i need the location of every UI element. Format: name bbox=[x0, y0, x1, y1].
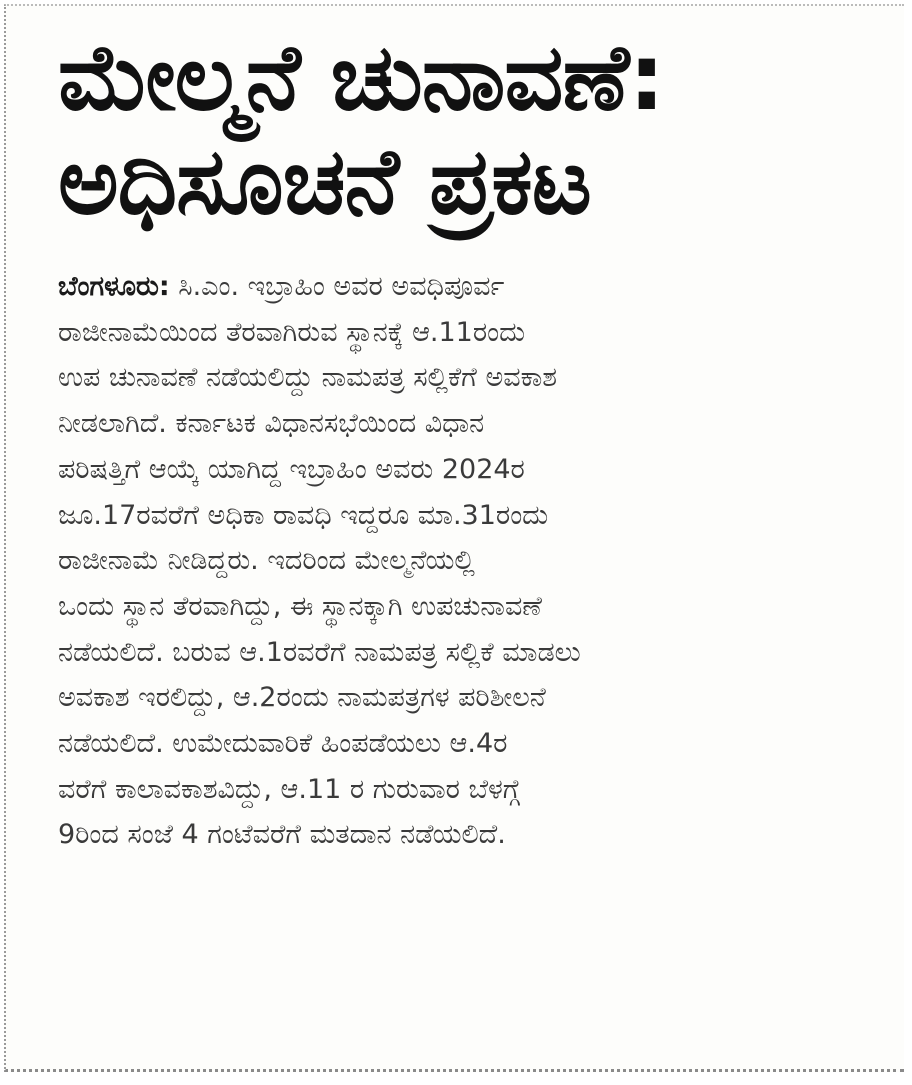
body-line-6: ಜೂ.17ರವರೆಗೆ ಅಧಿಕಾ ರಾವಧಿ ಇದ್ದರೂ ಮಾ.31ರಂದು bbox=[58, 499, 549, 531]
body-line-13: 9ರಿಂದ ಸಂಜೆ 4 ಗಂಟೆವರೆಗೆ ಮತದಾನ ನಡೆಯಲಿದೆ. bbox=[58, 819, 506, 851]
newspaper-clipping bbox=[4, 4, 904, 1072]
body-line-1 bbox=[58, 264, 898, 310]
dateline: ಬೆಂಗಳೂರು: bbox=[58, 271, 170, 302]
article-body bbox=[58, 264, 898, 858]
headline bbox=[58, 26, 898, 234]
body-line-8: ಒಂದು ಸ್ಥಾನ ತೆರವಾಗಿದ್ದು, ಈ ಸ್ಥಾನಕ್ಕಾಗಿ ಉಪಚುನಾವಣೆ bbox=[58, 590, 542, 622]
body-line-5: ಪರಿಷತ್ತಿಗೆ ಆಯ್ಕೆ ಯಾಗಿದ್ದ ಇಬ್ರಾಹಿಂ ಅವರು 2024ರ bbox=[58, 453, 525, 485]
body-line-11: ನಡೆಯಲಿದೆ. ಉಮೇದುವಾರಿಕೆ ಹಿಂಪಡೆಯಲು ಆ.4ರ bbox=[58, 728, 508, 760]
body-line-7: ರಾಜೀನಾಮೆ ನೀಡಿದ್ದರು. ಇದರಿಂದ ಮೇಲ್ಮನೆಯಲ್ಲಿ bbox=[58, 545, 475, 577]
body-line-9: ನಡೆಯಲಿದೆ. ಬರುವ ಆ.1ರವರೆಗೆ ನಾಮಪತ್ರ ಸಲ್ಲಿಕೆ ಮಾಡಲು bbox=[58, 636, 581, 668]
body-line-10: ಅವಕಾಶ ಇರಲಿದ್ದು, ಆ.2ರಂದು ನಾಮಪತ್ರಗಳ ಪರಿಶೀಲನೆ bbox=[58, 682, 546, 714]
body-line-4: ನೀಡಲಾಗಿದೆ. ಕರ್ನಾಟಕ ವಿಧಾನಸಭೆಯಿಂದ ವಿಧಾನ bbox=[58, 408, 485, 440]
headline-line-1: ಮೇಲ್ಮನೆ ಚುನಾವಣೆ: bbox=[58, 24, 665, 131]
headline-line-2: ಅಧಿಸೂಚನೆ ಪ್ರಕಟ bbox=[58, 128, 591, 235]
body-line-3: ಉಪ ಚುನಾವಣೆ ನಡೆಯಲಿದ್ದು ನಾಮಪತ್ರ ಸಲ್ಲಿಕೆಗೆ ಅವಕಾಶ bbox=[58, 362, 558, 394]
body-line-12: ವರೆಗೆ ಕಾಲಾವಕಾಶವಿದ್ದು, ಆ.11 ರ ಗುರುವಾರ ಬೆಳಗ್ಗೆ bbox=[58, 773, 520, 805]
body-line-1-text: ಸಿ.ಎಂ. ಇಬ್ರಾಹಿಂ ಅವರ ಅವಧಿಪೂರ್ವ bbox=[178, 271, 505, 302]
body-line-2: ರಾಜೀನಾಮೆಯಿಂದ ತೆರವಾಗಿರುವ ಸ್ಥಾನಕ್ಕೆ ಆ.11ರಂದು bbox=[58, 316, 526, 348]
